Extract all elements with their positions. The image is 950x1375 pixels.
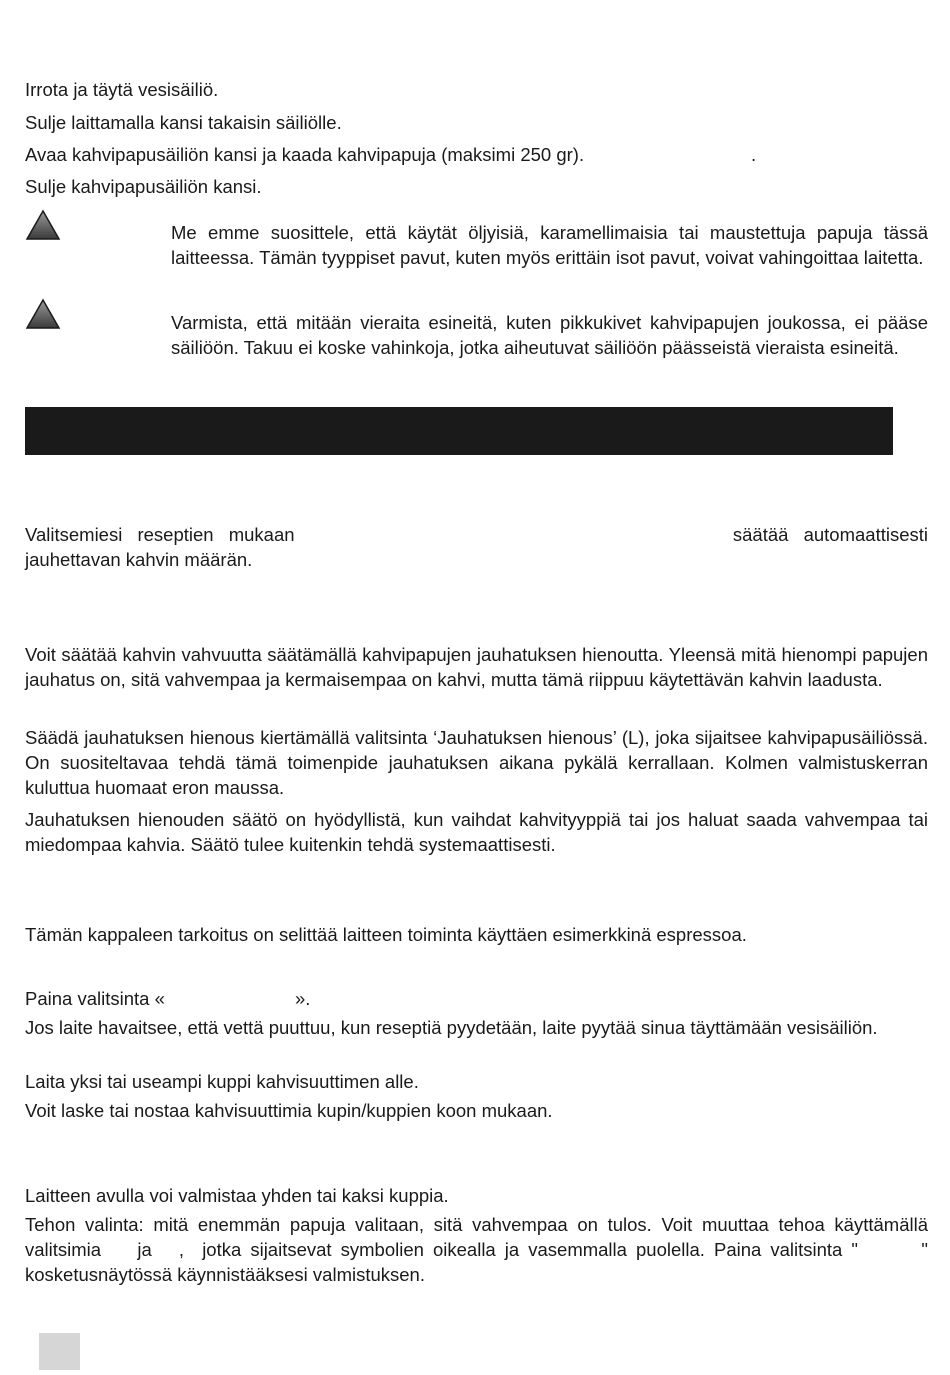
warning-foreign-objects: Varmista, että mitään vieraita esineitä, kuten pikkukivet kahvipapujen joukossa, ei pääse säiliöön. Takuu ei koske vahinkoja, jotka aiheutuvat säiliöön päässeistä vieraista esineitä. — [171, 312, 928, 358]
quantity-right-text: säätää automaattisesti — [732, 524, 928, 545]
step-close-lid: Sulje laittamalla kansi takaisin säiliölle. — [25, 112, 342, 133]
page-number-box — [39, 1333, 80, 1370]
prepare-adjust-spout: Voit laske tai nostaa kahvisuuttimia kupin/kuppien koon mukaan. — [25, 1100, 553, 1121]
grind-paragraph-3: Jauhatuksen hienouden säätö on hyödyllistä, kun vaihdat kahvityyppiä tai jos haluat saada vahvempaa tai miedompaa kahvia. Säätö tulee kuitenkin tehdä systemaattisesti. — [25, 809, 928, 855]
intro-text: Tämän kappaleen tarkoitus on selittää laitteen toiminta käyttäen esimerkkinä espressoa. — [25, 924, 747, 945]
warning-triangle-icon — [25, 298, 61, 330]
warning-oily-beans: Me emme suosittele, että käytät öljyisiä, karamellimaisia tai maustettuja papuja tässä laitteessa. Tämän tyyppiset pavut, kuten myös erittäin isot pavut, voivat vahingoittaa laitetta. — [171, 222, 928, 268]
prepare-place-cup: Laita yksi tai useampi kuppi kahvisuuttimen alle. — [25, 1071, 419, 1092]
quantity-line — [25, 522, 928, 547]
strength-paragraph: Tehon valinta: mitä enemmän papuja valitaan, sitä vahvempaa on tulos. Voit muuttaa tehoa käyttämällä valitsimia ja , jotka sijaitsevat symbolien oikealla ja vasemmalla puolella. Paina valitsinta " " kosketusnäytössä käynnistääksesi valmistuksen. — [25, 1214, 934, 1285]
step-open-bean-container: Avaa kahvipapusäiliön kansi ja kaada kahvipapuja (maksimi 250 gr). — [25, 144, 585, 165]
step-close-bean-lid: Sulje kahvipapusäiliön kansi. — [25, 176, 262, 197]
grind-paragraph-2: Säädä jauhatuksen hienous kiertämällä valitsinta ‘Jauhatuksen hienous’ (L), joka sijaitsee kahvipapusäiliössä. On suositeltavaa tehdä tämä toimenpide jauhatuksen aikana pykälä kerrallaan. Kolmen valmistuskerran kuluttua huomaat eron maussa. — [25, 727, 928, 798]
step-fill-water-tank: Irrota ja täytä vesisäiliö. — [25, 79, 219, 100]
press-selector-close: ». — [295, 988, 311, 1009]
step-trailing-period: . — [751, 144, 757, 165]
cups-line: Laitteen avulla voi valmistaa yhden tai kaksi kuppia. — [25, 1185, 449, 1206]
prepare-water-missing: Jos laite havaitsee, että vettä puuttuu, kun reseptiä pyydetään, laite pyytää sinua täyttämään vesisäiliön. — [25, 1017, 878, 1038]
press-selector-open: Paina valitsinta « — [25, 988, 165, 1009]
section-header-bar — [25, 407, 893, 455]
quantity-line-2: jauhettavan kahvin määrän. — [25, 549, 253, 570]
grind-paragraph-1: Voit säätää kahvin vahvuutta säätämällä kahvipapujen jauhatuksen hienoutta. Yleensä mitä hienompi papujen jauhatus on, sitä vahvempaa ja kermaisempaa on kahvi, mutta tämä riippuu käytettävän kahvin laadusta. — [25, 644, 928, 690]
quantity-left-text: Valitsemiesi reseptien mukaan — [25, 524, 295, 545]
warning-triangle-icon — [25, 209, 61, 241]
